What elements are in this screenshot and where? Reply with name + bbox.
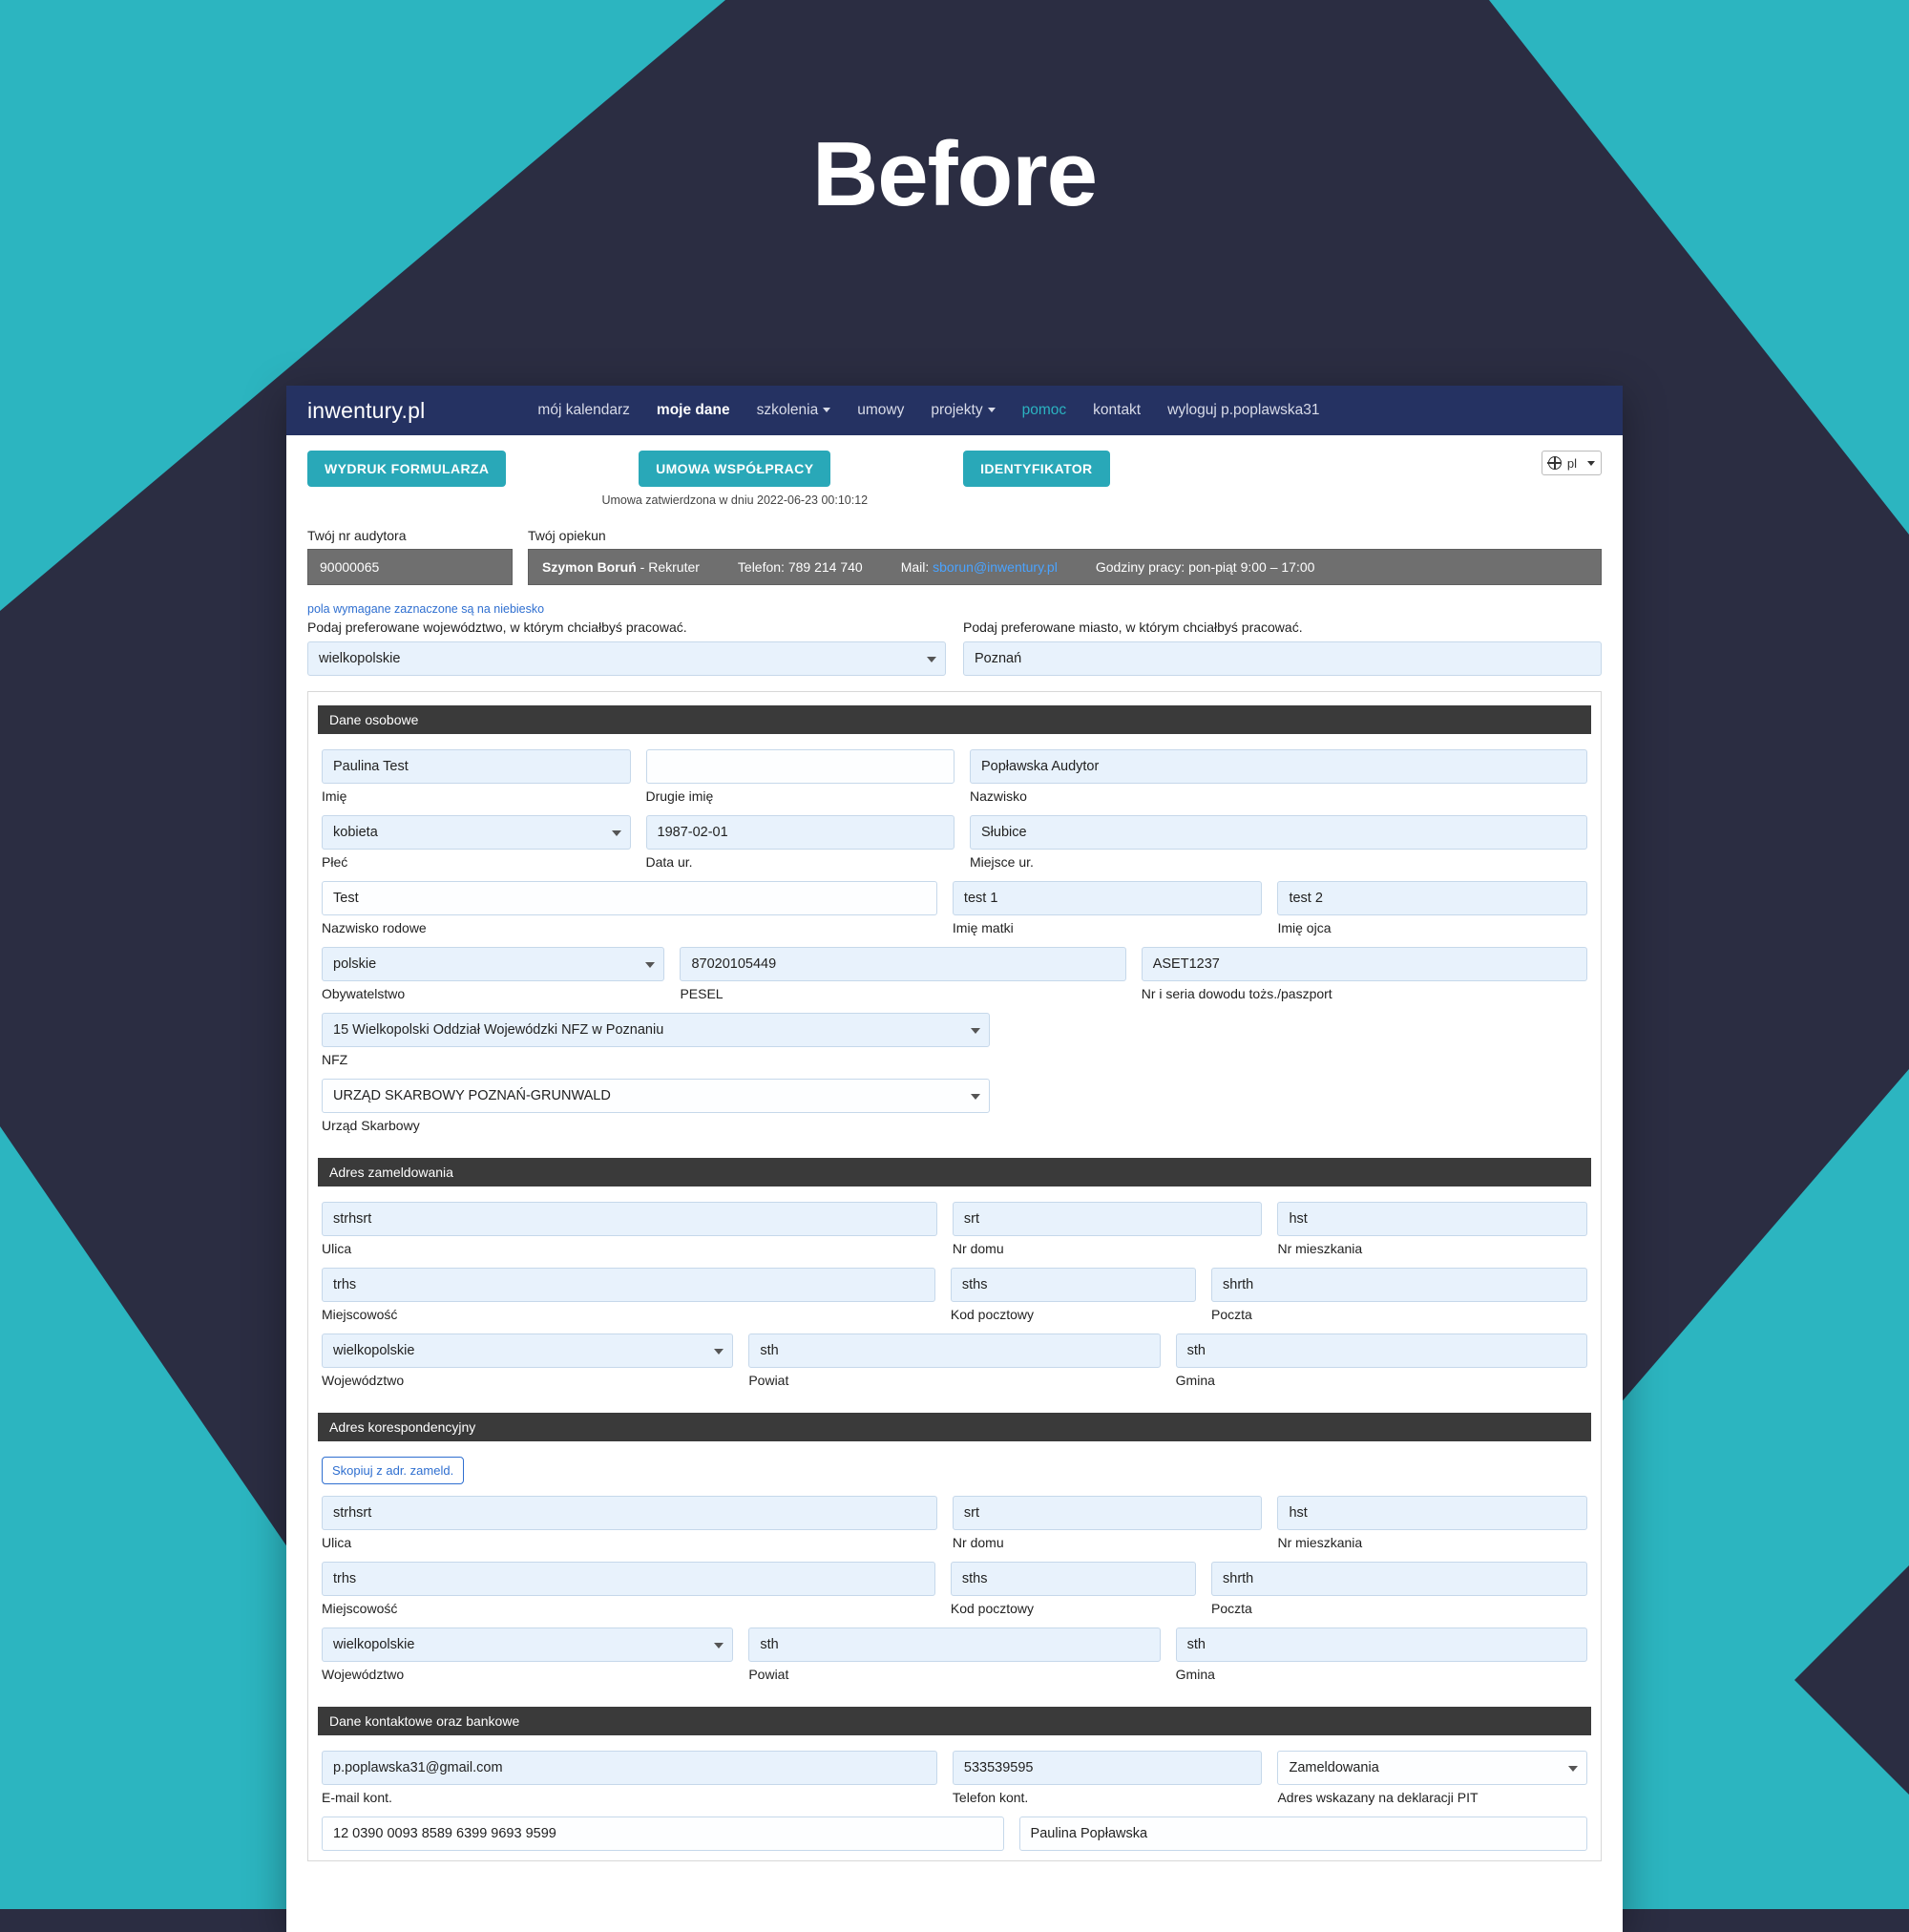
nav-item-pomoc[interactable] — [1022, 402, 1067, 419]
nav-label: mój kalendarz — [537, 402, 630, 418]
email-label: E-mail kont. — [322, 1790, 392, 1805]
gender-label: Płeć — [322, 854, 348, 870]
field-residence-county — [748, 1334, 1160, 1399]
field-residence-post — [1211, 1268, 1587, 1334]
navbar — [286, 386, 1623, 435]
field-birth-date — [646, 815, 955, 881]
corr-city-label: Miejscowość — [322, 1601, 398, 1616]
section-header-personal: Dane osobowe — [318, 705, 1591, 734]
middle-name-label: Drugie imię — [645, 788, 714, 804]
middle-name-input[interactable] — [646, 749, 955, 784]
field-residence-commune — [1176, 1334, 1587, 1399]
supervisor-label: Twój opiekun — [528, 528, 606, 543]
corr-postcode-label: Kod pocztowy — [950, 1601, 1035, 1616]
field-corr-postcode — [951, 1562, 1196, 1628]
supervisor-name: Szymon Boruń — [542, 559, 637, 575]
preferred-voivodeship-select[interactable] — [307, 641, 946, 676]
field-nfz — [322, 1013, 990, 1079]
pesel-label: PESEL — [680, 986, 724, 1001]
tax-office-select[interactable] — [322, 1079, 990, 1113]
row-contact — [308, 1751, 1601, 1816]
field-residence-postcode — [951, 1268, 1196, 1334]
father-name-input[interactable]: test 2 — [1277, 881, 1587, 915]
pit-address-value: Zameldowania — [1277, 1751, 1587, 1785]
brand-logo[interactable]: inwentury.pl — [307, 397, 426, 423]
field-gender — [322, 815, 631, 881]
field-mother-name — [953, 881, 1263, 947]
field-account-owner — [1019, 1816, 1587, 1851]
field-residence-street — [322, 1202, 937, 1268]
residence-county-input[interactable]: sth — [748, 1334, 1160, 1368]
pit-address-label: Adres wskazany na deklaracji PIT — [1277, 1790, 1479, 1805]
row-corr-city — [308, 1562, 1601, 1628]
corr-post-input[interactable]: shrth — [1211, 1562, 1587, 1596]
residence-city-input[interactable]: trhs — [322, 1268, 935, 1302]
nav-item-kontakt[interactable] — [1093, 402, 1141, 419]
birth-date-label: Data ur. — [645, 854, 693, 870]
field-id-number — [1142, 947, 1587, 1013]
residence-city-label: Miejscowość — [322, 1307, 398, 1322]
gender-select[interactable] — [322, 815, 631, 850]
residence-flat-input[interactable]: hst — [1277, 1202, 1587, 1236]
supervisor-hours: Godziny pracy: pon-piąt 9:00 – 17:00 — [1095, 559, 1315, 575]
corr-voivodeship-select[interactable] — [322, 1628, 733, 1662]
auditor-number-value: 90000065 — [307, 549, 513, 585]
corr-voivodeship-label: Województwo — [322, 1667, 405, 1682]
nav-item-projekty[interactable] — [931, 402, 995, 419]
residence-house-label: Nr domu — [952, 1241, 1004, 1256]
tax-office-label: Urząd Skarbowy — [322, 1118, 420, 1133]
field-residence-flat — [1277, 1202, 1587, 1268]
mother-name-input[interactable]: test 1 — [953, 881, 1263, 915]
corr-commune-label: Gmina — [1175, 1667, 1215, 1682]
mother-name-label: Imię matki — [952, 920, 1014, 935]
field-maiden-name — [322, 881, 937, 947]
row-bank — [308, 1816, 1601, 1851]
tax-office-value: URZĄD SKARBOWY POZNAŃ-GRUNWALD — [322, 1079, 990, 1113]
phone-input[interactable]: 533539595 — [953, 1751, 1263, 1785]
corr-postcode-input[interactable]: sths — [951, 1562, 1196, 1596]
birth-place-label: Miejsce ur. — [970, 854, 1034, 870]
field-residence-city — [322, 1268, 935, 1334]
field-residence-house — [953, 1202, 1263, 1268]
field-first-name — [322, 749, 631, 815]
corr-flat-label: Nr mieszkania — [1277, 1535, 1363, 1550]
field-tax-office — [322, 1079, 990, 1144]
chevron-down-icon — [823, 408, 830, 412]
supervisor-mail-link[interactable]: sborun@inwentury.pl — [933, 559, 1058, 575]
residence-street-label: Ulica — [322, 1241, 352, 1256]
field-corr-commune — [1176, 1628, 1587, 1693]
supervisor-role: - Rekruter — [640, 559, 700, 575]
residence-county-label: Powiat — [748, 1373, 789, 1388]
residence-postcode-input[interactable]: sths — [951, 1268, 1196, 1302]
residence-house-input[interactable]: srt — [953, 1202, 1263, 1236]
corr-county-label: Powiat — [748, 1667, 789, 1682]
language-value: pl — [1566, 455, 1577, 471]
auditor-number-label: Twój nr audytora — [307, 528, 407, 543]
email-input[interactable]: p.poplawska31@gmail.com — [322, 1751, 937, 1785]
account-owner-input[interactable]: Paulina Popławska — [1019, 1816, 1587, 1851]
field-birth-place — [970, 815, 1587, 881]
residence-voivodeship-value: wielkopolskie — [322, 1334, 733, 1368]
chevron-down-icon — [1587, 461, 1595, 466]
residence-flat-label: Nr mieszkania — [1277, 1241, 1363, 1256]
nav-label: pomoc — [1021, 402, 1067, 418]
preferred-city-input[interactable]: Poznań — [963, 641, 1602, 676]
nfz-value: 15 Wielkopolski Oddział Wojewódzki NFZ w Poznaniu — [322, 1013, 990, 1047]
residence-commune-input[interactable]: sth — [1176, 1334, 1587, 1368]
field-corr-city — [322, 1562, 935, 1628]
form-panel — [307, 691, 1602, 1861]
nav-label: projekty — [931, 402, 983, 418]
citizenship-select[interactable] — [322, 947, 664, 981]
residence-post-input[interactable]: shrth — [1211, 1268, 1587, 1302]
row-birth — [308, 815, 1601, 881]
supervisor-phone: Telefon: 789 214 740 — [737, 559, 863, 575]
field-last-name — [970, 749, 1587, 815]
id-number-label: Nr i seria dowodu tożs./paszport — [1141, 986, 1332, 1001]
nav-item-szkolenia[interactable] — [757, 402, 831, 419]
row-nfz — [308, 1013, 1601, 1079]
corr-house-label: Nr domu — [952, 1535, 1004, 1550]
nav-item-moje-dane[interactable] — [657, 402, 730, 419]
pesel-input[interactable]: 87020105449 — [680, 947, 1125, 981]
corr-city-input[interactable]: trhs — [322, 1562, 935, 1596]
section-header-correspondence: Adres korespondencyjny — [318, 1413, 1591, 1441]
contract-status-note: Umowa zatwierdzona w dniu 2022-06-23 00:10:12 — [601, 494, 869, 507]
corr-voivodeship-value: wielkopolskie — [322, 1628, 733, 1662]
cooperation-contract-button[interactable]: UMOWA WSPÓŁPRACY — [639, 451, 830, 487]
field-corr-post — [1211, 1562, 1587, 1628]
nav-label: kontakt — [1093, 402, 1142, 418]
preferred-city-label: Podaj preferowane miasto, w którym chciałbyś pracować. — [963, 620, 1303, 635]
phone-label: Telefon kont. — [952, 1790, 1029, 1805]
nfz-label: NFZ — [322, 1052, 348, 1067]
last-name-input[interactable]: Popławska Audytor — [970, 749, 1587, 784]
row-parents — [308, 881, 1601, 947]
account-number-input[interactable]: 12 0390 0093 8589 6399 9693 9599 — [322, 1816, 1004, 1851]
residence-postcode-label: Kod pocztowy — [950, 1307, 1035, 1322]
corr-post-label: Poczta — [1211, 1601, 1252, 1616]
field-pit-address — [1277, 1751, 1587, 1816]
field-citizenship — [322, 947, 664, 1013]
field-corr-county — [748, 1628, 1160, 1693]
pit-address-select[interactable] — [1277, 1751, 1587, 1785]
first-name-label: Imię — [322, 788, 347, 804]
toolbar — [286, 435, 1623, 511]
corr-street-input[interactable]: strhsrt — [322, 1496, 937, 1530]
preferred-voivodeship-value: wielkopolskie — [307, 641, 946, 676]
row-corr-street — [308, 1496, 1601, 1562]
app-screenshot — [286, 386, 1623, 1932]
row-identity — [308, 947, 1601, 1013]
nav-label: moje dane — [656, 402, 730, 418]
nav-item-logout[interactable] — [1167, 402, 1319, 419]
nav-links — [537, 402, 1319, 419]
field-pesel — [680, 947, 1125, 1013]
corr-street-label: Ulica — [322, 1535, 352, 1550]
last-name-label: Nazwisko — [970, 788, 1027, 804]
maiden-name-label: Nazwisko rodowe — [322, 920, 427, 935]
copy-residence-address-button[interactable]: Skopiuj z adr. zameld. — [322, 1457, 464, 1484]
nav-label: szkolenia — [756, 402, 819, 418]
nfz-select[interactable] — [322, 1013, 990, 1047]
father-name-label: Imię ojca — [1277, 920, 1332, 935]
auditor-block — [286, 528, 1623, 676]
required-fields-note: pola wymagane zaznaczone są na niebiesko — [307, 602, 545, 616]
field-account-number — [322, 1816, 1004, 1851]
nav-item-kalendarz[interactable] — [537, 402, 630, 419]
section-header-contact: Dane kontaktowe oraz bankowe — [318, 1707, 1591, 1735]
preferred-voivodeship-label: Podaj preferowane województwo, w którym chciałbyś pracować. — [307, 620, 687, 635]
birth-place-input[interactable]: Słubice — [970, 815, 1587, 850]
maiden-name-input[interactable]: Test — [322, 881, 937, 915]
row-tax-office — [308, 1079, 1601, 1144]
field-middle-name — [646, 749, 955, 815]
language-selector[interactable] — [1542, 451, 1602, 475]
corr-commune-input[interactable]: sth — [1176, 1628, 1587, 1662]
corr-flat-input[interactable]: hst — [1277, 1496, 1587, 1530]
nav-item-umowy[interactable] — [857, 402, 904, 419]
page-title: Before — [811, 123, 1098, 225]
section-header-residence: Adres zameldowania — [318, 1158, 1591, 1186]
chevron-down-icon — [988, 408, 996, 412]
supervisor-bar — [528, 549, 1602, 585]
residence-commune-label: Gmina — [1175, 1373, 1215, 1388]
row-residence-street — [308, 1202, 1601, 1268]
supervisor-mail-label: Mail: — [900, 559, 930, 575]
birth-date-input[interactable]: 1987-02-01 — [646, 815, 955, 850]
field-corr-street — [322, 1496, 937, 1562]
print-form-button[interactable]: WYDRUK FORMULARZA — [307, 451, 506, 487]
corr-county-input[interactable]: sth — [748, 1628, 1160, 1662]
residence-voivodeship-select[interactable] — [322, 1334, 733, 1368]
field-corr-flat — [1277, 1496, 1587, 1562]
first-name-input[interactable]: Paulina Test — [322, 749, 631, 784]
citizenship-value: polskie — [322, 947, 664, 981]
id-number-input[interactable]: ASET1237 — [1142, 947, 1587, 981]
globe-icon — [1548, 456, 1562, 470]
citizenship-label: Obywatelstwo — [322, 986, 406, 1001]
row-names — [308, 749, 1601, 815]
field-phone — [953, 1751, 1263, 1816]
row-corr-region — [308, 1628, 1601, 1693]
residence-voivodeship-label: Województwo — [322, 1373, 405, 1388]
field-corr-house — [953, 1496, 1263, 1562]
field-corr-voivodeship — [322, 1628, 733, 1693]
field-father-name — [1277, 881, 1587, 947]
field-email — [322, 1751, 937, 1816]
corr-house-input[interactable]: srt — [953, 1496, 1263, 1530]
residence-street-input[interactable]: strhsrt — [322, 1202, 937, 1236]
row-residence-region — [308, 1334, 1601, 1399]
residence-post-label: Poczta — [1211, 1307, 1252, 1322]
row-residence-city — [308, 1268, 1601, 1334]
nav-label: umowy — [857, 402, 905, 418]
identifier-button[interactable]: IDENTYFIKATOR — [963, 451, 1109, 487]
gender-value: kobieta — [322, 815, 631, 850]
nav-label: wyloguj p.poplawska31 — [1167, 402, 1320, 418]
field-residence-voivodeship — [322, 1334, 733, 1399]
